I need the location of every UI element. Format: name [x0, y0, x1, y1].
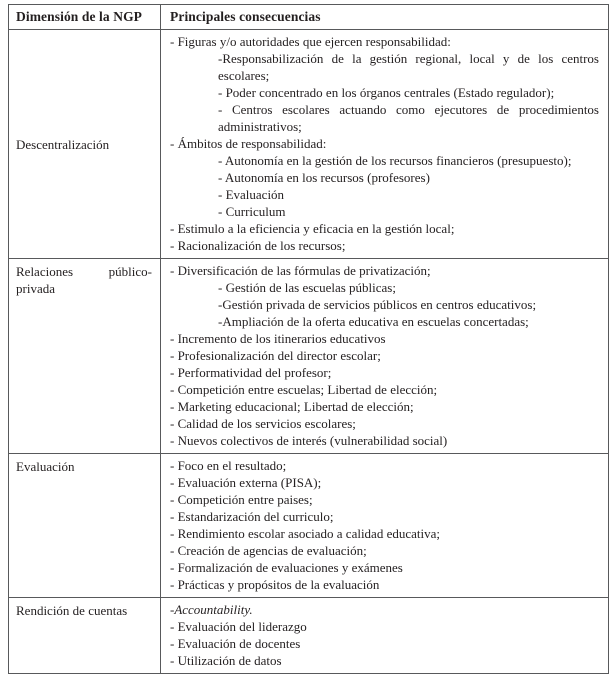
list-item: - Formalización de evaluaciones y exámenes: [170, 560, 403, 575]
consequences-list: [161, 259, 608, 453]
list-item: - Poder concentrado en los órganos centrales (Estado regulador);: [218, 85, 555, 100]
list-item: - Incremento de los itinerarios educativos: [170, 331, 386, 346]
list-item: - Marketing educacional; Libertad de elección;: [170, 399, 414, 414]
table-body: [9, 5, 609, 674]
list-item: - Estimulo a la eficiencia y eficacia en la gestión local;: [170, 221, 455, 236]
list-item: administrativos;: [218, 119, 302, 134]
consequences-list: [161, 30, 608, 258]
row-dimension-cell: [9, 598, 161, 674]
list-item: -Gestión privada de servicios públicos en centros educativos;: [218, 297, 537, 312]
dimension-label-line: privada: [16, 281, 55, 296]
list-item: - Evaluación externa (PISA);: [170, 475, 322, 490]
list-item: - Performatividad del profesor;: [170, 365, 332, 380]
list-item: - Utilización de datos: [170, 653, 282, 668]
consequences-list: [161, 598, 608, 673]
list-item: - Autonomía en la gestión de los recursos financieros (presupuesto);: [218, 153, 572, 168]
consequences-list: [161, 454, 608, 597]
row-dimension-cell: [9, 259, 161, 454]
list-item: - Figuras y/o autoridades que ejercen responsabilidad:: [170, 34, 451, 49]
row-dimension-cell: [9, 30, 161, 259]
list-item: - Racionalización de los recursos;: [170, 238, 346, 253]
list-item: - Competición entre paises;: [170, 492, 313, 507]
table-row: [9, 454, 609, 598]
list-item-emphasis: -Accountability.: [170, 602, 253, 617]
list-item: - Profesionalización del director escolar;: [170, 348, 381, 363]
list-item: - Calidad de los servicios escolares;: [170, 416, 356, 431]
table-row: [9, 30, 609, 259]
list-item: - Evaluación del liderazgo: [170, 619, 307, 634]
table-row: [9, 259, 609, 454]
row-consequences-cell: [161, 259, 609, 454]
list-item: -Responsabilización de la gestión regional, local y de los centros: [218, 51, 599, 66]
row-dimension-cell: [9, 454, 161, 598]
list-item: -Ampliación de la oferta educativa en escuelas concertadas;: [218, 314, 529, 329]
list-item: - Autonomía en los recursos (profesores): [218, 170, 430, 185]
header-cell-dimension: [9, 5, 161, 30]
list-item: - Centros escolares actuando como ejecutores de procedimientos: [218, 102, 599, 117]
dimension-label: Evaluación: [16, 459, 75, 474]
list-item: - Foco en el resultado;: [170, 458, 287, 473]
list-item: - Diversificación de las fórmulas de privatización;: [170, 263, 431, 278]
table-header-row: [9, 5, 609, 30]
list-item: - Curriculum: [218, 204, 286, 219]
list-item: - Rendimiento escolar asociado a calidad educativa;: [170, 526, 440, 541]
list-item: - Gestión de las escuelas públicas;: [218, 280, 396, 295]
list-item: [170, 601, 599, 618]
row-consequences-cell: [161, 30, 609, 259]
dimension-label: [9, 259, 160, 301]
header-cell-consequences: [161, 5, 609, 30]
row-consequences-cell: [161, 598, 609, 674]
list-item: - Creación de agencias de evaluación;: [170, 543, 367, 558]
row-consequences-cell: [161, 454, 609, 598]
dimension-label: Rendición de cuentas: [16, 603, 128, 618]
header-label-consequences: Principales consecuencias: [170, 9, 321, 24]
list-item: - Ámbitos de responsabilidad:: [170, 136, 327, 151]
list-item: - Nuevos colectivos de interés (vulnerabilidad social): [170, 433, 448, 448]
list-item: - Prácticas y propósitos de la evaluación: [170, 577, 380, 592]
dimension-label-line: Relaciones público-: [16, 264, 152, 279]
table-row: [9, 598, 609, 674]
list-item: - Evaluación de docentes: [170, 636, 301, 651]
header-label-dimension: Dimensión de la NGP: [16, 9, 143, 24]
list-item: escolares;: [218, 68, 270, 83]
list-item: - Estandarización del curriculo;: [170, 509, 334, 524]
dimension-label: Descentralización: [16, 136, 110, 152]
list-item: - Evaluación: [218, 187, 285, 202]
list-item: - Competición entre escuelas; Libertad de elección;: [170, 382, 438, 397]
ngp-consequences-table: [8, 4, 609, 674]
